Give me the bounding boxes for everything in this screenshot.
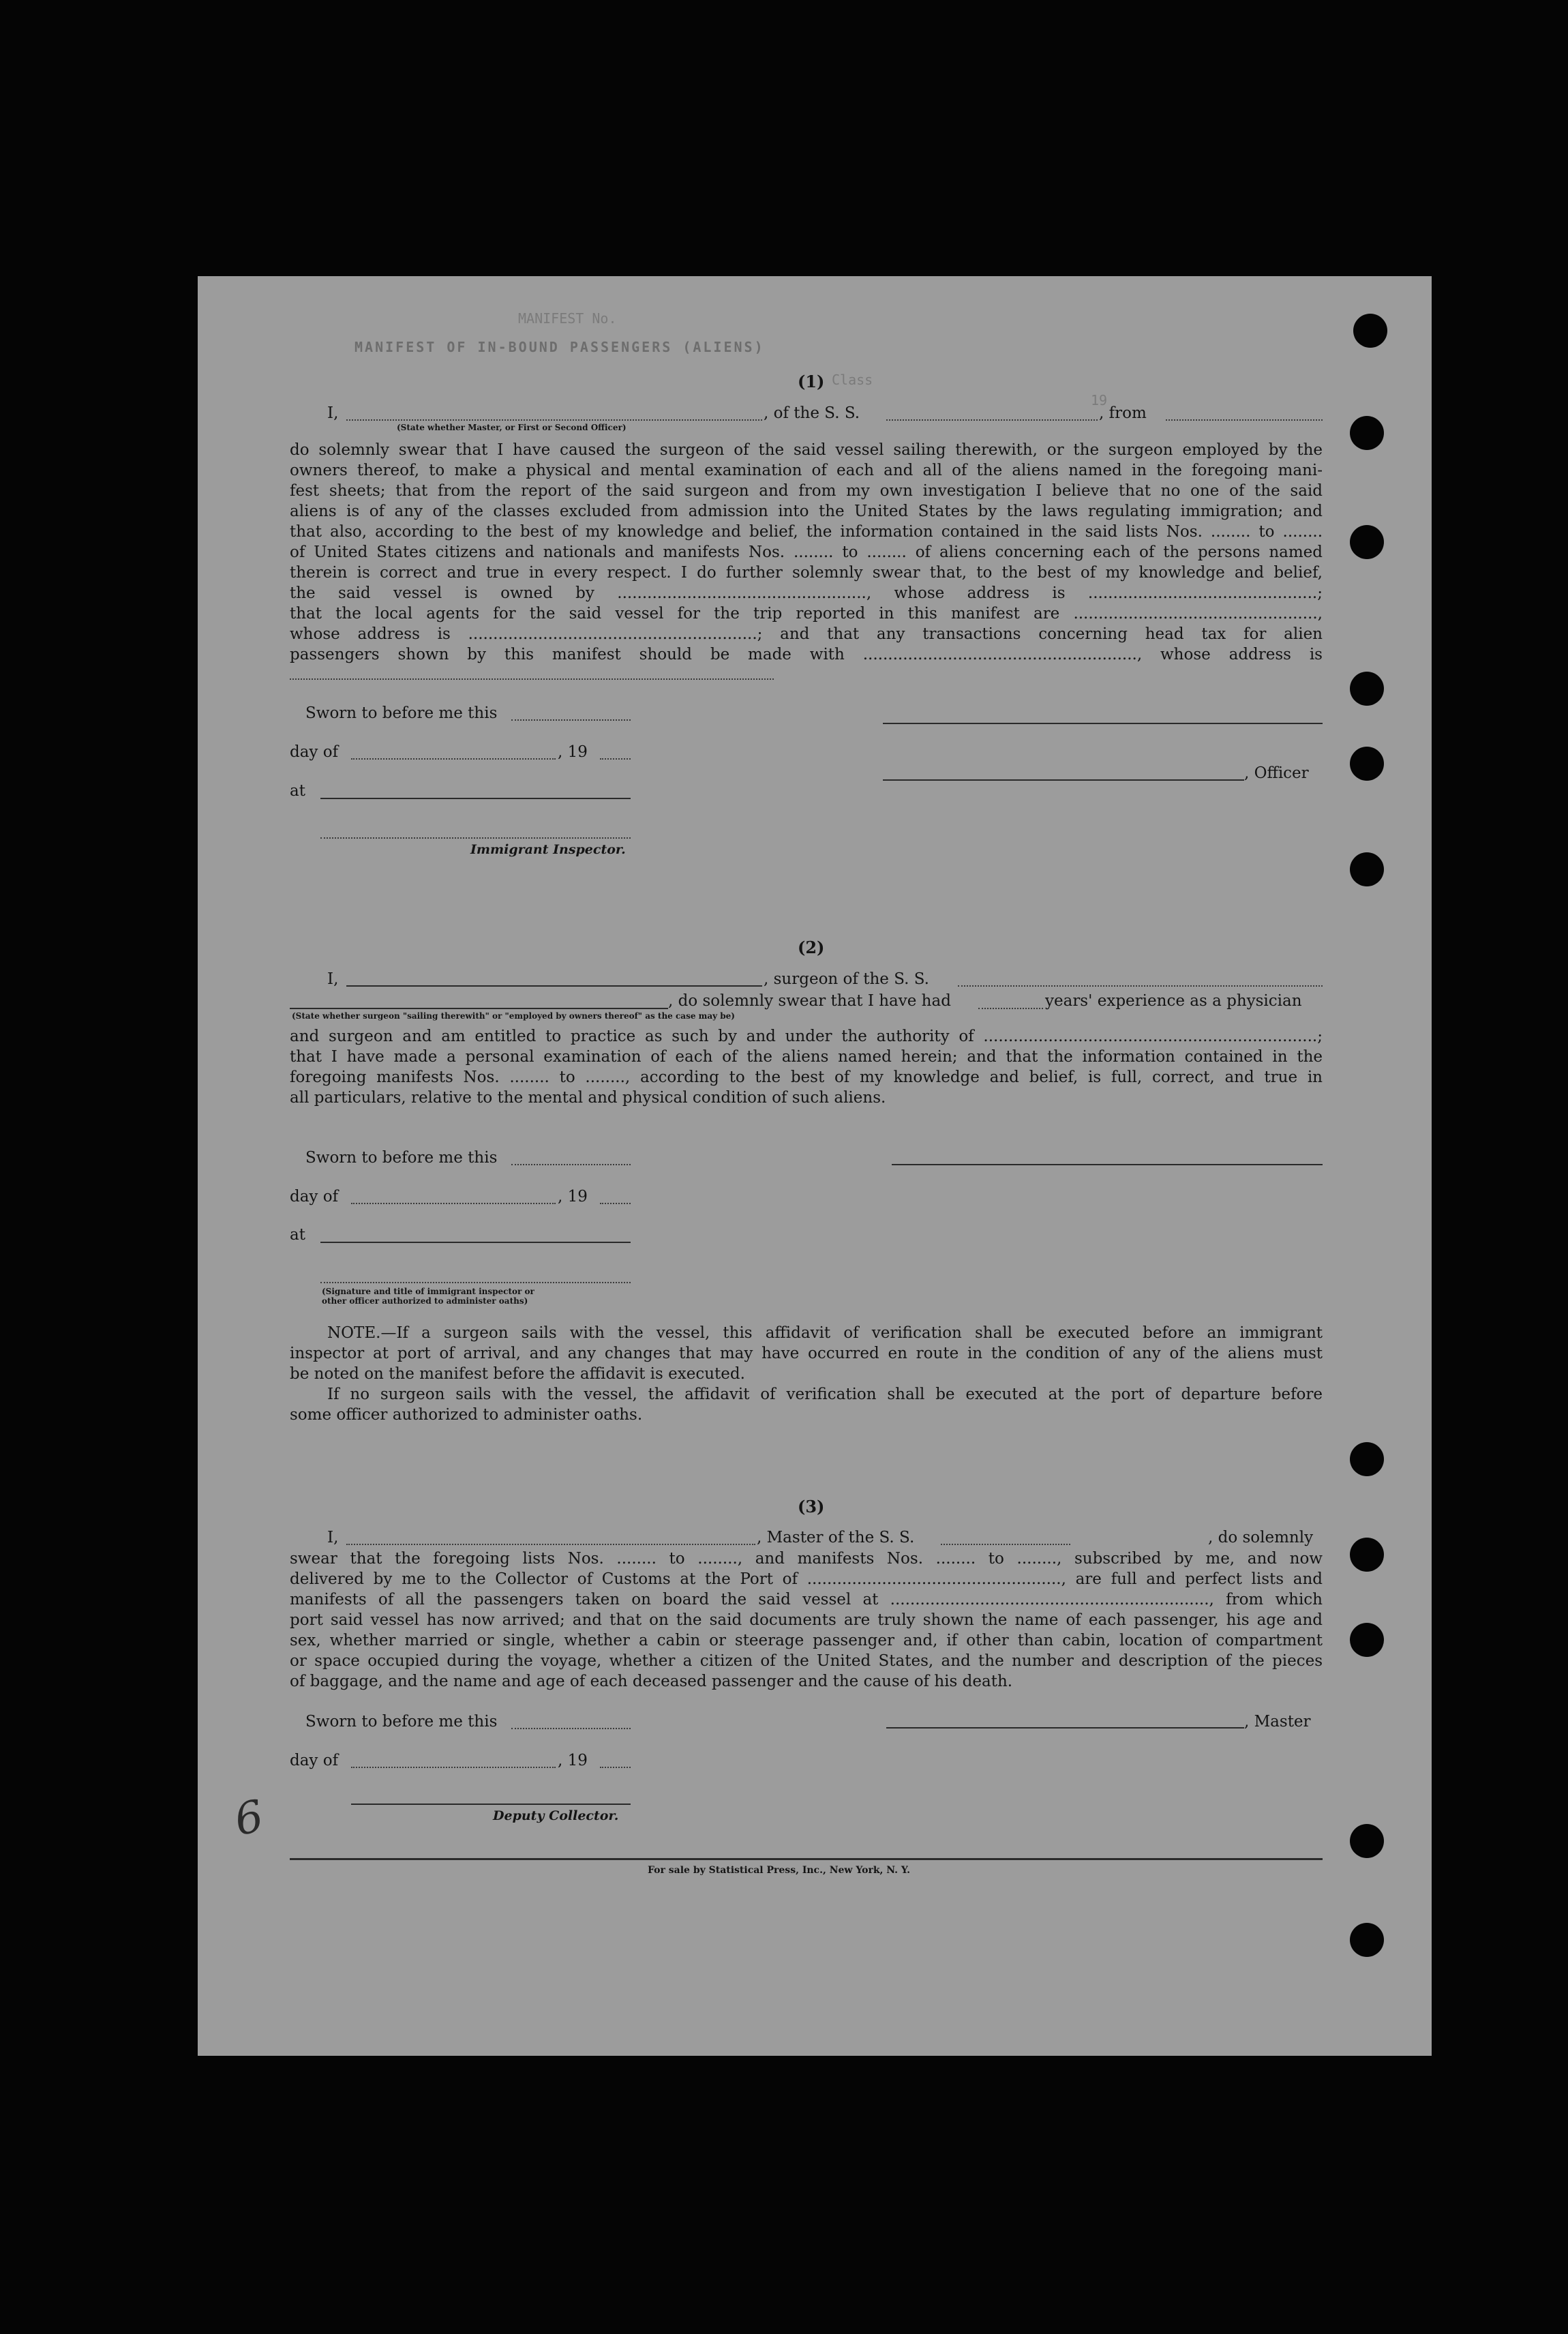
punch-hole (1350, 1442, 1384, 1476)
immigrant-inspector-label: Immigrant Inspector. (470, 842, 626, 857)
master-name-field[interactable] (346, 1544, 755, 1545)
officer-field[interactable] (346, 419, 762, 421)
section-2-swear: , do solemnly swear that I have had (668, 992, 951, 1010)
signature-note-line-1: (Signature and title of immigrant inspector or (322, 1287, 534, 1296)
surgeon-status-note: (State whether surgeon "sailing therewith" or "employed by owners thereof" as the case may be) (292, 1011, 735, 1021)
section-2-oath-text: and surgeon and am entitled to practice as such by and under the authority of ...................................................................; that I have made a personal examination of each of the aliens named herein; and that the information contained in the foregoing manifests Nos. ........ to ........, according to the best of my knowledge and belief, is full, correct, and true in all particulars, relative to the mental and physical condition of such aliens. (290, 1028, 1323, 1107)
sworn-at-field[interactable] (320, 798, 631, 799)
section-2-sworn: Sworn to before me this (305, 1149, 498, 1167)
sworn-month-field[interactable] (351, 758, 556, 760)
bleed-through-class: Class (832, 372, 873, 388)
note-label: NOTE. (327, 1324, 381, 1342)
section-2-year-field[interactable] (600, 1203, 631, 1204)
officer-signature-line-1[interactable] (883, 723, 1323, 724)
section-2-day-of: day of (290, 1188, 339, 1206)
section-2-at-field[interactable] (320, 1242, 631, 1243)
section-1-year: , 19 (558, 743, 588, 761)
section-3-year: , 19 (558, 1752, 588, 1769)
section-3-vessel-field[interactable] (941, 1544, 1070, 1545)
footer-rule (290, 1858, 1323, 1860)
master-signature-line[interactable] (886, 1727, 1244, 1729)
section-2-at: at (290, 1226, 305, 1244)
punch-hole (1350, 1824, 1384, 1858)
section-3-day-of: day of (290, 1752, 339, 1769)
handwritten-mark: 6 (230, 1791, 268, 1846)
surgeon-vessel-field[interactable] (958, 985, 1323, 987)
head-tax-address-field[interactable] (290, 678, 774, 680)
bleed-through-manifest-no: MANIFEST No. (518, 310, 617, 327)
section-3-sworn: Sworn to before me this (305, 1713, 498, 1731)
section-3-oath-text: swear that the foregoing lists Nos. ........ to ........, and manifests Nos. ........ to ........, subscribed by me, and now delivered by me to the Collector of Customs at the Port of ..................................................., are full and perfect lists and manifests of all the passengers taken on board the said vessel at ................................................................, from which port said vessel has now arrived; and that on the said documents are truly shown the name of each passenger, his age and sex, whether married or single, whether a cabin or steerage passenger and, if other than cabin, location of compartment or space occupied during the voyage, whether a citizen of the United States, and the number and description of the pieces of baggage, and the name and age of each deceased passenger and the cause of his death. (290, 1550, 1323, 1690)
section-3-number: (3) (798, 1497, 825, 1516)
deputy-collector-signature-line[interactable] (351, 1804, 631, 1805)
vessel-name-field[interactable] (886, 419, 1098, 421)
punch-hole (1350, 747, 1384, 781)
section-2-year: , 19 (558, 1188, 588, 1206)
section-1-day-of: day of (290, 743, 339, 761)
punch-hole (1350, 1623, 1384, 1657)
punch-hole (1350, 1538, 1384, 1572)
bleed-through-title: MANIFEST OF IN-BOUND PASSENGERS (ALIENS) (355, 339, 765, 355)
section-1-at: at (290, 782, 305, 800)
section-2-i: I, (327, 970, 339, 988)
officer-label: , Officer (1244, 764, 1309, 782)
section-2-signature-line[interactable] (320, 1282, 631, 1283)
section-3-vessel-label: , Master of the S. S. (757, 1529, 915, 1546)
section-1-vessel-label: , of the S. S. (764, 404, 860, 422)
section-2-officer-line[interactable] (892, 1164, 1323, 1165)
from-port-field[interactable] (1166, 419, 1323, 421)
printer-footer: For sale by Statistical Press, Inc., New York, N. Y. (648, 1865, 910, 1876)
section-3-sworn-day-field[interactable] (511, 1728, 631, 1729)
punch-hole (1350, 525, 1384, 559)
section-3-i: I, (327, 1529, 339, 1546)
section-3-year-field[interactable] (600, 1767, 631, 1768)
section-1-i: I, (327, 404, 339, 422)
signature-note-line-2: other officer authorized to administer oaths) (322, 1296, 528, 1306)
officer-signature-line-2[interactable] (883, 779, 1244, 781)
officer-note: (State whether Master, or First or Second Officer) (397, 423, 627, 432)
years-experience-field[interactable] (978, 1008, 1043, 1009)
section-3-month-field[interactable] (351, 1767, 556, 1768)
punch-hole (1353, 314, 1387, 348)
sworn-day-field[interactable] (511, 719, 631, 721)
section-1-sworn: Sworn to before me this (305, 704, 498, 722)
section-2-number: (2) (798, 938, 825, 957)
surgeon-name-field[interactable] (346, 985, 762, 987)
punch-hole (1350, 852, 1384, 886)
punch-hole (1350, 1923, 1384, 1957)
section-1-number: (1) (798, 372, 825, 391)
section-2-sworn-day-field[interactable] (511, 1164, 631, 1165)
section-2-month-field[interactable] (351, 1203, 556, 1204)
master-label: , Master (1244, 1713, 1311, 1731)
surgeon-status-field[interactable] (290, 1008, 668, 1009)
sworn-year-field[interactable] (600, 758, 631, 760)
manifest-page (198, 276, 1432, 2056)
deputy-collector-label: Deputy Collector. (493, 1808, 619, 1823)
section-2-note: NOTE.—If a surgeon sails with the vessel, this affidavit of verification shall be executed before an immigrant inspector at port of arrival, and any changes that may have occurred en route in the condition of any of the aliens must be noted on the manifest before the affidavit is executed. If no surgeon sails with the vessel, the affidavit of verification shall be executed at the port of departure before some officer authorized to administer oaths. (290, 1324, 1323, 1424)
bleed-through-year: 19 (1091, 392, 1108, 408)
inspector-signature-line[interactable] (320, 837, 631, 839)
section-3-solemnly: , do solemnly (1208, 1529, 1314, 1546)
punch-hole (1350, 672, 1384, 706)
section-2-vessel-label: , surgeon of the S. S. (764, 970, 929, 988)
section-1-oath-text: do solemnly swear that I have caused the surgeon of the said vessel sailing therewith, or the surgeon employed by the owners thereof, to make a physical and mental examination of each and all of the aliens named in the foregoing mani- fest sheets; that from the report of the said surgeon and from my own investigation I believe that no one of the said aliens is of any of the classes excluded from admission into the United States by the laws regulating immigration; and that also, according to the best of my knowledge and belief, the information contained in the said lists Nos. ........ to ........ of United States citizens and nationals and manifests Nos. ........ to ........ of aliens concerning each of the persons named therein is correct and true in every respect. I do further solemnly swear that, to the best of my knowledge and belief, the said vessel is owned by .................................................., whose address is ..............................................; that the local agents for the said vessel for the trip reported in this manifest are ................................................., whose address is ..........................................................; and that any transactions concerning head tax for alien passengers shown by this manifest should be made with ......................................................., whose address is (290, 441, 1323, 663)
section-2-experience: years' experience as a physician (1045, 992, 1302, 1010)
punch-hole (1350, 416, 1384, 450)
section-1-from-label: , from (1099, 404, 1147, 422)
